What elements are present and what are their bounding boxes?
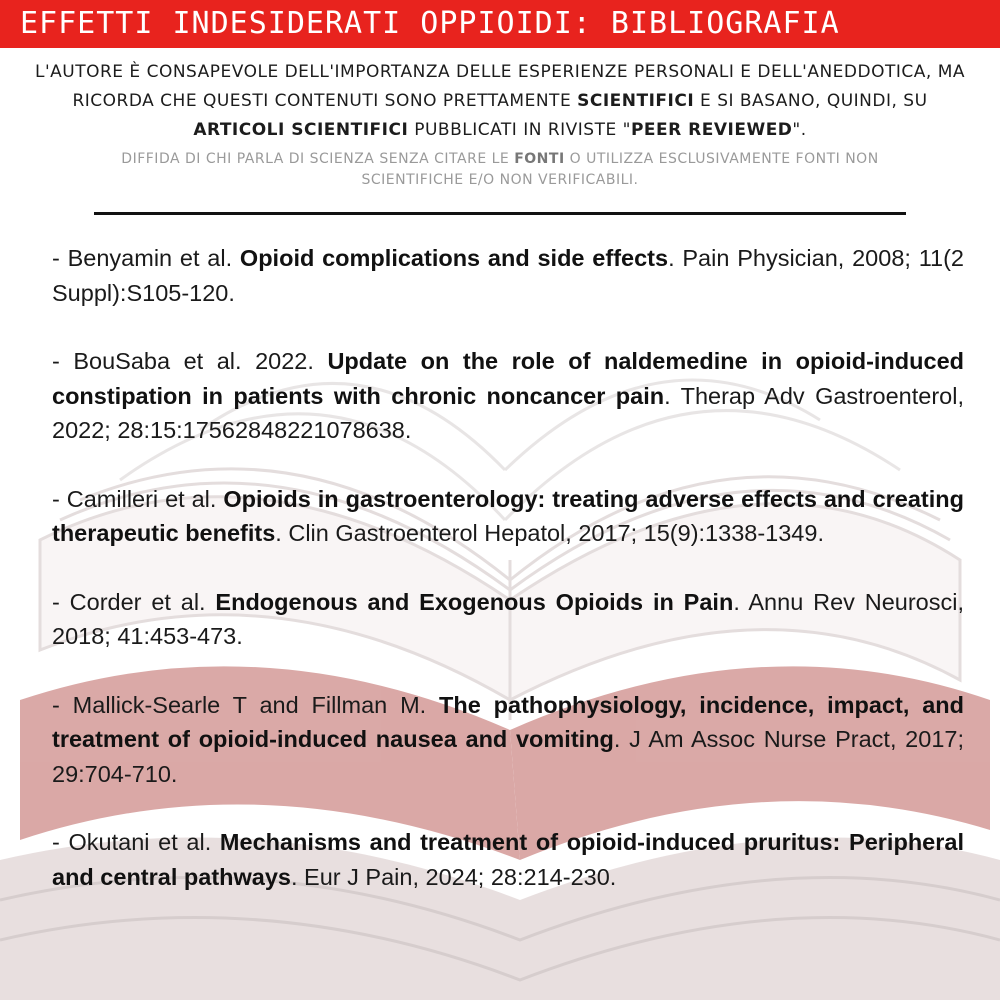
reference-source: . Therap Adv Gastroenterol, 2022; 28:15:17562848221078638.	[52, 382, 964, 443]
disclaimer-sub-text: DIFFIDA DI CHI PARLA DI SCIENZA SENZA CITARE LE	[121, 151, 515, 167]
reference-title: Opioids in gastroenterology: treating adverse effects and creating therapeutic benefits	[52, 485, 964, 546]
page-title: EFFETTI INDESIDERATI OPPIOIDI: BIBLIOGRAFIA	[20, 6, 840, 41]
disclaimer-bold: ARTICOLI SCIENTIFICI	[193, 120, 409, 140]
disclaimer-text: PUBBLICATI IN RIVISTE "	[408, 120, 631, 140]
reference-source: . Clin Gastroenterol Hepatol, 2017; 15(9):1338-1349.	[275, 520, 824, 546]
reference-title: The pathophysiology, incidence, impact, and treatment of opioid-induced nausea and vomiting	[52, 691, 964, 752]
disclaimer-main	[30, 58, 970, 145]
reference-item	[52, 482, 964, 551]
reference-list	[52, 241, 964, 928]
title-bar	[0, 0, 1000, 48]
divider	[94, 212, 906, 215]
reference-source: . Annu Rev Neurosci, 2018; 41:453-473.	[52, 588, 964, 649]
disclaimer-bold: PEER REVIEWED	[630, 120, 793, 140]
reference-source: . Pain Physician, 2008; 11(2 Suppl):S105-120.	[52, 245, 964, 306]
reference-item	[52, 585, 964, 654]
reference-authors: - BouSaba et al. 2022.	[52, 348, 328, 374]
disclaimer-sub-text: O UTILIZZA ESCLUSIVAMENTE FONTI NON SCIENTIFICHE E/O NON VERIFICABILI.	[361, 151, 879, 188]
reference-source: . J Am Assoc Nurse Pract, 2017; 29:704-710.	[52, 726, 964, 787]
reference-authors: - Camilleri et al.	[52, 485, 224, 512]
reference-item	[52, 688, 964, 792]
reference-item	[52, 825, 964, 894]
reference-item	[52, 241, 964, 310]
disclaimer-text: E SI BASANO, QUINDI, SU	[694, 91, 928, 111]
disclaimer-text: L'AUTORE È CONSAPEVOLE DELL'IMPORTANZA DELLE ESPERIENZE PERSONALI E DELL'ANEDDOTICA, MA RICORDA CHE QUESTI CONTENUTI SONO PRETTAMENTE	[34, 62, 965, 111]
disclaimer-bold: SCIENTIFICI	[577, 91, 695, 111]
reference-authors: - Corder et al.	[52, 588, 216, 615]
disclaimer-sub	[30, 149, 970, 191]
disclaimer-text: ".	[792, 120, 807, 140]
reference-authors: - Okutani et al.	[52, 829, 220, 855]
reference-title: Opioid complications and side effects	[239, 245, 669, 271]
reference-authors: - Mallick-Searle T and Fillman M.	[52, 691, 440, 718]
disclaimer-sub-bold: FONTI	[514, 151, 565, 167]
reference-item	[52, 344, 964, 448]
reference-source: . Eur J Pain, 2024; 28:214-230.	[291, 863, 617, 890]
disclaimer	[30, 58, 970, 191]
reference-title: Update on the role of naldemedine in opioid-induced constipation in patients with chronic noncancer pain	[52, 348, 964, 409]
reference-title: Mechanisms and treatment of opioid-induced pruritus: Peripheral and central pathways	[52, 829, 964, 890]
reference-authors: - Benyamin et al.	[52, 245, 240, 271]
reference-title: Endogenous and Exogenous Opioids in Pain	[215, 588, 734, 615]
